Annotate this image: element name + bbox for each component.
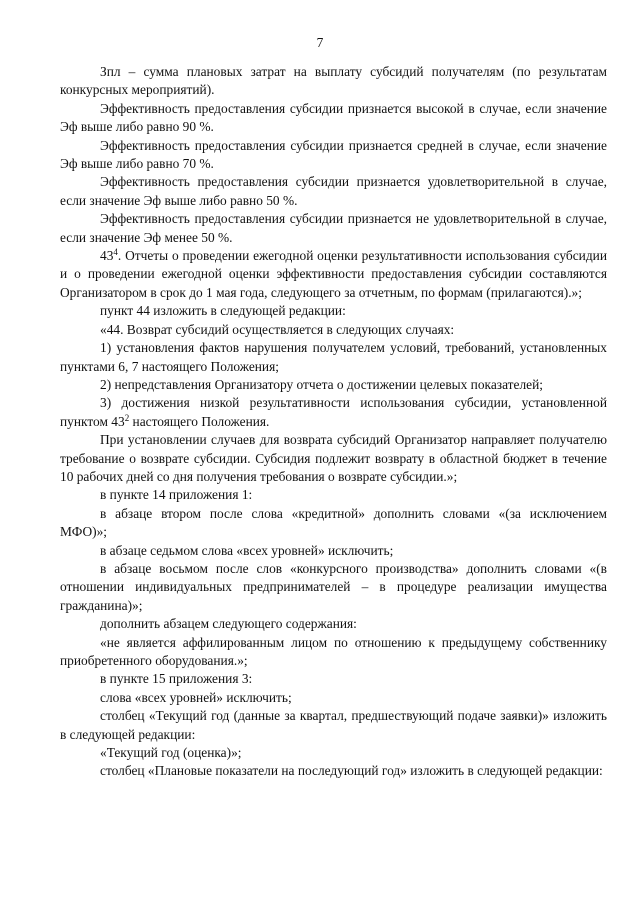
paragraph: «не является аффилированным лицом по отношению к предыдущему собственнику приобретенного оборудования.»; [60, 634, 607, 668]
clause-number: 43 [100, 248, 114, 264]
paragraph: столбец «Текущий год (данные за квартал, предшествующий подаче заявки)» изложить в следующей редакции: [60, 708, 607, 742]
paragraph: столбец «Плановые показатели на последующий год» изложить в следующей редакции: [100, 763, 603, 779]
paragraph: в абзаце восьмом после слов «конкурсного производства» дополнить словами «(в отношении индивидуальных предпринимателей – в процедуре реализации имущества гражданина)»; [60, 560, 607, 613]
paragraph: При установлении случаев для возврата субсидий Организатор направляет получателю требование о возврате субсидии. Субсидия подлежит возврату в областной бюджет в течение 10 рабочих дней со дня получения требования о возврате субсидии.»; [60, 432, 607, 484]
clause-number-suffix: . [117, 248, 122, 264]
paragraph: дополнить абзацем следующего содержания: [100, 616, 357, 632]
paragraph: Эффективность предоставления субсидии признается средней в случае, если значение Эф выше либо равно 70 %. [60, 137, 607, 172]
paragraph: Эффективность предоставления субсидии признается высокой в случае, если значение Эф выше либо равно 90 %. [60, 100, 607, 135]
paragraph: 1) установления фактов нарушения получателем условий, требований, установленных пунктами 6, 7 настоящего Положения; [60, 340, 607, 374]
paragraph: Эффективность предоставления субсидии признается удовлетворительной в случае, если значение Эф выше либо равно 50 %. [60, 174, 607, 208]
page-number: 7 [316, 35, 324, 50]
paragraph: 2) непредставления Организатору отчета о достижении целевых показателей; [100, 376, 543, 392]
paragraph-text: Отчеты о проведении ежегодной оценки результативности использования субсидии и о проведении ежегодной оценки эффективности предоставления субсидии составляются Организатором в срок до 1 мая года, следующего за отчетным, по формам (прилагаются).»; [60, 248, 607, 300]
paragraph: Зпл – сумма плановых затрат на выплату субсидий получателям (по результатам конкурсных мероприятий). [60, 64, 607, 98]
paragraph: в пункте 15 приложения 3: [100, 671, 253, 687]
document-body [60, 63, 607, 781]
paragraph: в абзаце втором после слова «кредитной» дополнить словами «(за исключением МФО)»; [60, 505, 607, 540]
clause-number-superscript: 4 [113, 247, 118, 258]
paragraph: Эффективность предоставления субсидии признается не удовлетворительной в случае, если значение Эф менее 50 %. [60, 211, 607, 245]
reference-superscript: 2 [124, 412, 130, 423]
paragraph: «44. Возврат субсидий осуществляется в следующих случаях: [100, 321, 455, 337]
paragraph: «Текущий год (оценка)»; [100, 745, 242, 761]
paragraph: в пункте 14 приложения 1: [100, 487, 253, 503]
paragraph: слова «всех уровней» исключить; [100, 689, 292, 705]
paragraph: в абзаце седьмом слова «всех уровней» исключить; [100, 542, 394, 558]
paragraph-ref-43-2 [60, 394, 607, 431]
paragraph-tail: настоящего Положения. [129, 413, 270, 429]
paragraph-43-4 [60, 247, 607, 302]
paragraph: пункт 44 изложить в следующей редакции: [100, 303, 346, 319]
paragraph-text: 3) достижения низкой результативности использования субсидии, установленной пунктом 43 [60, 395, 607, 429]
